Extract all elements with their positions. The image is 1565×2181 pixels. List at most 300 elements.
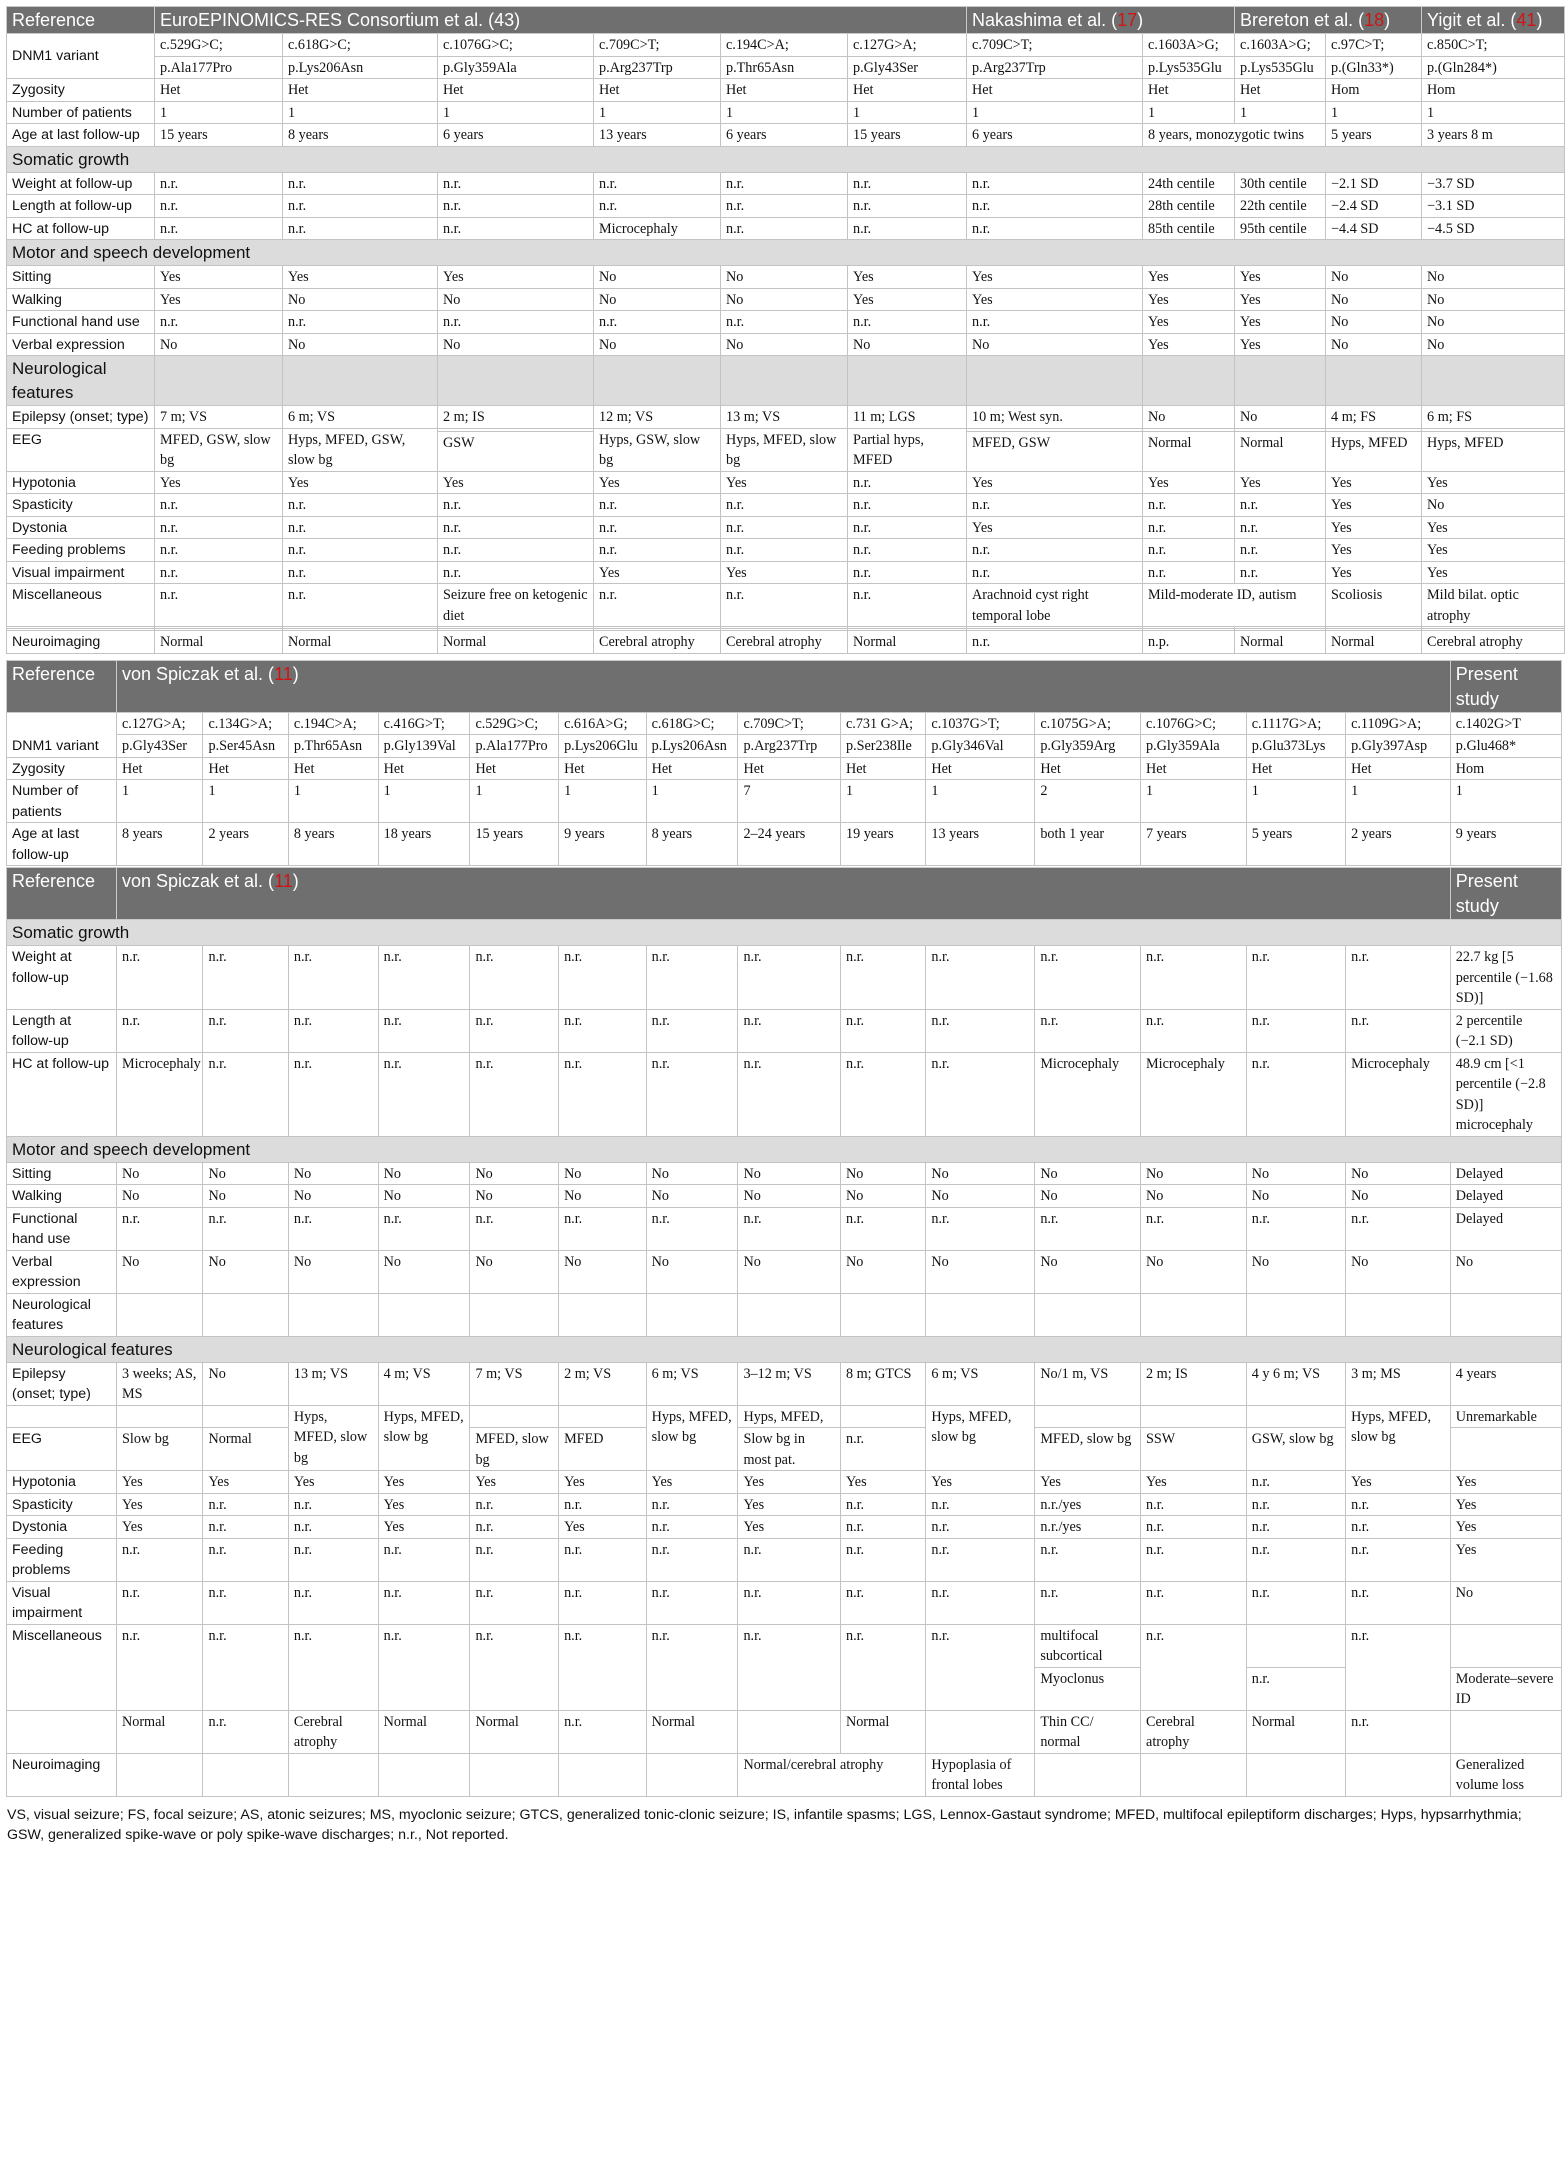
- table-cell: c.618G>C;: [283, 34, 438, 57]
- table-cell: [470, 1293, 559, 1336]
- table-cell: n.r.: [155, 195, 283, 218]
- table-cell: c.134G>A;: [203, 712, 288, 735]
- table-cell: Het: [1235, 79, 1326, 102]
- table-cell: [646, 1293, 738, 1336]
- row-label: DNM1 variant: [7, 34, 155, 79]
- citation-number: 41: [1516, 10, 1537, 30]
- table-row: [7, 1250, 1562, 1293]
- table-cell: c.194C>A;: [721, 34, 848, 57]
- table-cell: p.Lys206Asn: [646, 735, 738, 758]
- table-cell: n.r.: [155, 172, 283, 195]
- table-cell: n.r.: [203, 1052, 288, 1136]
- row-label: Weight at follow-up: [7, 172, 155, 195]
- table-cell: n.r.: [1246, 1667, 1345, 1710]
- row-label: Neurological features: [7, 1293, 117, 1336]
- table-cell: No: [1422, 494, 1565, 517]
- table-cell: n.r.: [646, 1052, 738, 1136]
- table-cell: No: [470, 1162, 559, 1185]
- section-row: [7, 1136, 1562, 1162]
- table-cell: 2–24 years: [738, 823, 841, 866]
- table-cell: n.r.: [840, 1516, 925, 1539]
- table-cell: 1: [155, 101, 283, 124]
- table-cell: c.1076G>C;: [1141, 712, 1247, 735]
- table-cell: n.r.: [283, 516, 438, 539]
- table-cell: n.r.: [646, 1493, 738, 1516]
- table-cell: n.r.: [1035, 1581, 1141, 1624]
- table-cell: Unremarkable: [1450, 1405, 1561, 1428]
- row-label: Neuroimaging: [7, 1753, 117, 1796]
- row-label: Feeding problems: [7, 539, 155, 562]
- table-cell: c.618G>C;: [646, 712, 738, 735]
- table-cell: No: [738, 1250, 841, 1293]
- table-cell: p.Gly359Ala: [1141, 735, 1247, 758]
- table-cell: p.Ala177Pro: [155, 56, 283, 79]
- table-cell: 1: [116, 780, 203, 823]
- table-cell: 2 percentile (−2.1 SD): [1450, 1009, 1561, 1052]
- table-cell: Hyps, MFED,: [738, 1405, 841, 1428]
- table-cell: n.r.: [116, 1624, 203, 1710]
- table-cell: Yes: [1141, 1471, 1247, 1494]
- row-label: Hypotonia: [7, 1471, 117, 1494]
- table-cell: No: [283, 288, 438, 311]
- table-cell: n.r.: [594, 311, 721, 334]
- table-cell: Het: [721, 79, 848, 102]
- table-row: [7, 1293, 1562, 1336]
- table-cell: 4 years: [1450, 1362, 1561, 1405]
- table-cell: n.r.: [738, 1581, 841, 1624]
- table-cell: Yes: [116, 1471, 203, 1494]
- table-cell: n.r.: [1246, 1516, 1345, 1539]
- table-cell: n.r.: [283, 195, 438, 218]
- table-cell: c.97C>T;: [1326, 34, 1422, 57]
- table-cell: No: [1035, 1185, 1141, 1208]
- table-cell: n.r.: [155, 561, 283, 584]
- table-cell: c.1402G>T: [1450, 712, 1561, 735]
- table-cell: No: [721, 266, 848, 289]
- table-cell: Hyps, MFED, slow bg: [721, 428, 848, 471]
- table-cell: [738, 1293, 841, 1336]
- table-cell: n.r.: [926, 1516, 1035, 1539]
- row-label: Visual impairment: [7, 1581, 117, 1624]
- table-cell: Microcephaly: [594, 217, 721, 240]
- row-label: Neurological features: [7, 356, 155, 406]
- table-row: [7, 124, 1565, 147]
- table-cell: n.r.: [438, 494, 594, 517]
- table-cell: Het: [116, 757, 203, 780]
- table-cell: n.r.: [1346, 1207, 1451, 1250]
- table-cell: Normal: [646, 1710, 738, 1753]
- table-cell: n.r.: [283, 494, 438, 517]
- table-cell: n.r.: [967, 217, 1143, 240]
- table-cell: n.r.: [1246, 1581, 1345, 1624]
- table-cell: n.r.: [1143, 516, 1235, 539]
- table-cell: n.r.: [203, 1538, 288, 1581]
- table-cell: Normal: [840, 1710, 925, 1753]
- table-cell: p.Ser45Asn: [203, 735, 288, 758]
- table-cell: Normal/cerebral atrophy: [738, 1753, 926, 1796]
- table-cell: Mild bilat. optic atrophy: [1422, 584, 1565, 627]
- table-cell: No: [155, 333, 283, 356]
- table-cell: n.r.: [470, 1581, 559, 1624]
- table-row: [7, 1538, 1562, 1581]
- table-cell: 13 m; VS: [721, 406, 848, 429]
- table-cell: [1450, 1710, 1561, 1753]
- header-text: Brereton et al. (: [1240, 10, 1365, 30]
- row-label: Length at follow-up: [7, 195, 155, 218]
- table-cell: n.r.: [1235, 539, 1326, 562]
- table-cell: n.r.: [438, 311, 594, 334]
- table-cell: n.r.: [116, 1581, 203, 1624]
- table-cell: [594, 356, 721, 406]
- row-label: DNM1 variant: [7, 712, 117, 757]
- table-cell: [1450, 1428, 1561, 1471]
- table-cell: No: [594, 333, 721, 356]
- table-cell: 3–12 m; VS: [738, 1362, 841, 1405]
- table-cell: Normal: [1326, 631, 1422, 654]
- table-cell: n.r.: [1346, 1581, 1451, 1624]
- table-cell: 2 years: [1346, 823, 1451, 866]
- table-cell: Yes: [288, 1471, 378, 1494]
- table-row: [7, 406, 1565, 429]
- table-cell: [288, 1753, 378, 1796]
- table-cell: n.r.: [203, 946, 288, 1010]
- table-cell: [1346, 1753, 1451, 1796]
- table-cell: n.r.: [1141, 1581, 1247, 1624]
- table-cell: multifocal subcortical: [1035, 1624, 1141, 1667]
- table-cell: No: [1422, 266, 1565, 289]
- table-cell: n.r.: [594, 516, 721, 539]
- table-cell: n.r.: [378, 1624, 470, 1710]
- header-reference: [155, 7, 967, 34]
- table-cell: n.r.: [288, 1516, 378, 1539]
- table-cell: n.r.: [594, 195, 721, 218]
- table-cell: Normal: [283, 631, 438, 654]
- header-row: [7, 660, 1562, 712]
- row-label: [7, 1405, 117, 1428]
- table-cell: Yes: [283, 471, 438, 494]
- table-cell: 28th centile: [1143, 195, 1235, 218]
- table-cell: Yes: [1035, 1471, 1141, 1494]
- table-cell: Normal: [1143, 432, 1235, 472]
- table-cell: [116, 1753, 203, 1796]
- table-cell: n.r.: [470, 1516, 559, 1539]
- table-cell: n.r.: [840, 946, 925, 1010]
- table-row: [7, 494, 1565, 517]
- header-reference: [116, 660, 1450, 712]
- table-cell: 48.9 cm [<1 percentile (−2.8 SD)] microcephaly: [1450, 1052, 1561, 1136]
- table-cell: 18 years: [378, 823, 470, 866]
- table-cell: No: [1450, 1250, 1561, 1293]
- table-cell: 4 m; FS: [1326, 406, 1422, 429]
- table-row: [7, 1207, 1562, 1250]
- table-cell: n.r.: [283, 217, 438, 240]
- table-cell: c.529G>C;: [155, 34, 283, 57]
- table-cell: n.r.: [738, 1009, 841, 1052]
- table-cell: n.r.: [594, 494, 721, 517]
- table-cell: 1: [1143, 101, 1235, 124]
- table-cell: n.r.: [116, 1207, 203, 1250]
- table-cell: [1035, 1753, 1141, 1796]
- table-cell: 1: [1450, 780, 1561, 823]
- table-cell: 13 m; VS: [288, 1362, 378, 1405]
- table-cell: n.r.: [967, 311, 1143, 334]
- table-cell: n.r.: [967, 494, 1143, 517]
- table-cell: No: [646, 1162, 738, 1185]
- table-cell: 15 years: [470, 823, 559, 866]
- table-cell: SSW: [1141, 1428, 1247, 1471]
- table-cell: Microcephaly: [1346, 1052, 1451, 1136]
- table-cell: n.r.: [738, 1052, 841, 1136]
- table-cell: [203, 1405, 288, 1428]
- table-cell: Yes: [116, 1516, 203, 1539]
- table-row: [7, 757, 1562, 780]
- table-row: [7, 1493, 1562, 1516]
- table-cell: n.r.: [848, 217, 967, 240]
- table-row: [7, 1362, 1562, 1405]
- table-cell: [848, 356, 967, 406]
- table-cell: p.Glu373Lys: [1246, 735, 1345, 758]
- table-cell: p.Gly359Ala: [438, 56, 594, 79]
- table-cell: [926, 1293, 1035, 1336]
- table-cell: n.r.: [288, 1581, 378, 1624]
- table-cell: 1: [967, 101, 1143, 124]
- table-cell: [116, 1293, 203, 1336]
- table-cell: 12 m; VS: [594, 406, 721, 429]
- table-cell: [721, 356, 848, 406]
- table-cell: 9 years: [1450, 823, 1561, 866]
- table-cell: p.Gly397Asp: [1346, 735, 1451, 758]
- table-cell: 7 m; VS: [155, 406, 283, 429]
- table-cell: n.r.: [155, 516, 283, 539]
- table-cell: Normal: [378, 1710, 470, 1753]
- table-cell: MFED, GSW, slow bg: [155, 428, 283, 471]
- table-cell: n.r.: [646, 1516, 738, 1539]
- table-cell: Hyps, MFED, slow bg: [378, 1405, 470, 1471]
- table-cell: 19 years: [840, 823, 925, 866]
- table-cell: c.1117G>A;: [1246, 712, 1345, 735]
- table-cell: n.r.: [967, 631, 1143, 654]
- table-cell: [378, 1293, 470, 1336]
- table-cell: n.r.: [559, 1538, 647, 1581]
- table-cell: 15 years: [848, 124, 967, 147]
- table-row: [7, 172, 1565, 195]
- table-cell: n.r.: [155, 539, 283, 562]
- table-cell: n.r.: [155, 311, 283, 334]
- table-cell: No: [926, 1250, 1035, 1293]
- table-row: [7, 333, 1565, 356]
- table-cell: [1235, 356, 1326, 406]
- table-row: [7, 1581, 1562, 1624]
- table-cell: n.r.: [1246, 1471, 1345, 1494]
- table-cell: 6 m; VS: [646, 1362, 738, 1405]
- table-cell: No: [470, 1250, 559, 1293]
- header-text: ): [292, 871, 299, 891]
- table-row: [7, 584, 1565, 627]
- table-cell: p.Gly346Val: [926, 735, 1035, 758]
- table-cell: n.r.: [721, 494, 848, 517]
- table-cell: Normal: [155, 631, 283, 654]
- table-cell: 13 years: [594, 124, 721, 147]
- table-cell: −3.1 SD: [1422, 195, 1565, 218]
- table-cell: n.r.: [438, 539, 594, 562]
- table-cell: 30th centile: [1235, 172, 1326, 195]
- table-cell: n.r.: [1246, 1538, 1345, 1581]
- table-cell: 11 m; LGS: [848, 406, 967, 429]
- table-cell: Het: [470, 757, 559, 780]
- table-cell: n.r.: [378, 1538, 470, 1581]
- table-cell: 5 years: [1246, 823, 1345, 866]
- table-cell: Yes: [967, 471, 1143, 494]
- table-cell: No: [559, 1162, 647, 1185]
- table-row: [7, 735, 1562, 758]
- row-label: Dystonia: [7, 516, 155, 539]
- table-cell: 1: [438, 101, 594, 124]
- table-row: [7, 1753, 1562, 1796]
- table-cell: 7 years: [1141, 823, 1247, 866]
- table-cell: n.r.: [155, 494, 283, 517]
- table-cell: Het: [1141, 757, 1247, 780]
- table-cell: No: [1346, 1250, 1451, 1293]
- table-row: [7, 823, 1562, 866]
- table-cell: c.127G>A;: [116, 712, 203, 735]
- table-cell: n.r.: [1346, 1624, 1451, 1710]
- table-cell: No: [840, 1162, 925, 1185]
- table-row: [7, 471, 1565, 494]
- table-cell: n.r.: [840, 1009, 925, 1052]
- table-cell: Cerebral atrophy: [594, 631, 721, 654]
- table-cell: Het: [967, 79, 1143, 102]
- table-cell: Yes: [1346, 1471, 1451, 1494]
- table-cell: n.r./yes: [1035, 1516, 1141, 1539]
- table-cell: [283, 356, 438, 406]
- table-cell: Yes: [1326, 539, 1422, 562]
- table-row: [7, 1405, 1562, 1428]
- table-cell: Het: [559, 757, 647, 780]
- row-label: Sitting: [7, 266, 155, 289]
- section-heading: Somatic growth: [7, 920, 1562, 946]
- table-cell: Het: [438, 79, 594, 102]
- table-cell: n.r.: [848, 516, 967, 539]
- row-label: Verbal expression: [7, 333, 155, 356]
- table-cell: n.r.: [1141, 1207, 1247, 1250]
- table-cell: 6 m; VS: [926, 1362, 1035, 1405]
- table-cell: Yes: [116, 1493, 203, 1516]
- table-cell: Yes: [155, 471, 283, 494]
- table-cell: No: [721, 333, 848, 356]
- table-cell: No: [288, 1162, 378, 1185]
- table-cell: n.r.: [1346, 1009, 1451, 1052]
- citation-number: 11: [274, 663, 293, 684]
- table-cell: n.r.: [283, 311, 438, 334]
- table-cell: Het: [1246, 757, 1345, 780]
- header-row: [7, 868, 1562, 920]
- row-label: Miscellaneous: [7, 584, 155, 627]
- table-cell: p.Glu468*: [1450, 735, 1561, 758]
- table-cell: [1141, 1405, 1247, 1428]
- table-cell: Het: [926, 757, 1035, 780]
- table-cell: n.r.: [646, 1624, 738, 1710]
- table-cell: n.r.: [848, 494, 967, 517]
- table-row: [7, 79, 1565, 102]
- table-cell: Yes: [967, 288, 1143, 311]
- table-cell: p.Lys206Glu: [559, 735, 647, 758]
- table-cell: n.r.: [283, 539, 438, 562]
- table-cell: Cerebral atrophy: [1141, 1710, 1247, 1753]
- table-cell: n.r.: [203, 1009, 288, 1052]
- table-cell: n.r.: [116, 946, 203, 1010]
- table-cell: p.Thr65Asn: [721, 56, 848, 79]
- table-cell: n.r.: [926, 1207, 1035, 1250]
- table-cell: 1: [559, 780, 647, 823]
- section-row: [7, 240, 1565, 266]
- table-cell: c.709C>T;: [967, 34, 1143, 57]
- table-cell: 10 m; West syn.: [967, 406, 1143, 429]
- table-row: [7, 195, 1565, 218]
- table-cell: [203, 1753, 288, 1796]
- table-cell: 1: [848, 101, 967, 124]
- table-cell: n.r.: [1143, 561, 1235, 584]
- table-cell: 1: [721, 101, 848, 124]
- table-cell: Yes: [1422, 516, 1565, 539]
- table-cell: n.r.: [283, 584, 438, 627]
- table-cell: [1141, 1753, 1247, 1796]
- row-label: EEG: [7, 1428, 117, 1471]
- table-cell: n.r.: [470, 1207, 559, 1250]
- table-cell: [559, 1405, 647, 1428]
- table-cell: n.r.: [470, 1052, 559, 1136]
- table-cell: n.r.: [1246, 1052, 1345, 1136]
- table-cell: n.r.: [559, 1009, 647, 1052]
- table-cell: 1: [288, 780, 378, 823]
- table-cell: [1035, 1293, 1141, 1336]
- table-cell: [926, 1710, 1035, 1753]
- table-cell: Microcephaly: [1035, 1052, 1141, 1136]
- table-cell: n.r.: [559, 1493, 647, 1516]
- table-cell: n.r.: [646, 1207, 738, 1250]
- table-cell: 1: [1326, 101, 1422, 124]
- table-cell: −2.1 SD: [1326, 172, 1422, 195]
- table-cell: 2 m; VS: [559, 1362, 647, 1405]
- header-row: [7, 7, 1565, 34]
- table-cell: 24th centile: [1143, 172, 1235, 195]
- table-cell: n.r.: [559, 946, 647, 1010]
- table-cell: p.Arg237Trp: [738, 735, 841, 758]
- table-cell: p.Arg237Trp: [967, 56, 1143, 79]
- table-cell: Hyps, MFED: [1326, 432, 1422, 472]
- table-cell: [116, 1405, 203, 1428]
- table-cell: n.r.: [1035, 946, 1141, 1010]
- row-label: Epilepsy (onset; type): [7, 1362, 117, 1405]
- table-cell: Yes: [203, 1471, 288, 1494]
- table-cell: Hyps, MFED, GSW, slow bg: [283, 428, 438, 471]
- table-row: [7, 34, 1565, 57]
- table-cell: Yes: [646, 1471, 738, 1494]
- table-cell: p.Ala177Pro: [470, 735, 559, 758]
- table-cell: [840, 1293, 925, 1336]
- table-cell: Yes: [721, 561, 848, 584]
- table-cell: No: [1035, 1162, 1141, 1185]
- table-cell: n.r.: [1246, 1207, 1345, 1250]
- tables-container: [6, 6, 1562, 1797]
- table-row: [7, 101, 1565, 124]
- table-cell: Normal: [1235, 631, 1326, 654]
- table-cell: p.Gly43Ser: [116, 735, 203, 758]
- table-cell: n.r.: [1143, 494, 1235, 517]
- table-cell: [1422, 356, 1565, 406]
- citation-number: 18: [1364, 10, 1385, 30]
- table-cell: Normal: [848, 631, 967, 654]
- table-cell: [1246, 1624, 1345, 1667]
